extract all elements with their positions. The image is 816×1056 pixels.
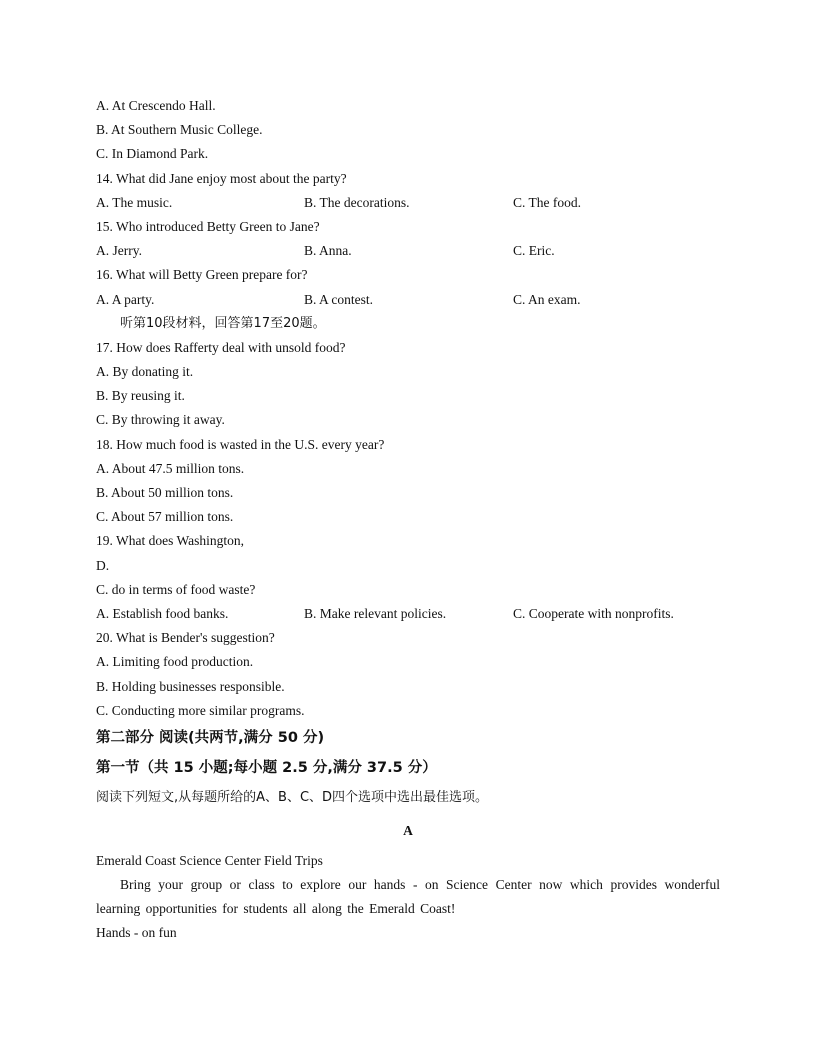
q15-question: 15. Who introduced Betty Green to Jane? — [96, 218, 320, 234]
q20-option-c: C. Conducting more similar programs. — [96, 702, 305, 718]
q18-option-a: A. About 47.5 million tons. — [96, 460, 245, 476]
q16-option-c: C. An exam. — [513, 291, 581, 307]
q20-question: 20. What is Bender's suggestion? — [96, 630, 275, 646]
q18-option-b: B. About 50 million tons. — [96, 485, 234, 500]
passage-paragraph: Bring your group or class to explore our hands - on Science Center now which provides wonderful learning opportunities for students all along the Emerald Coast! — [96, 877, 720, 917]
q13-option-a: A. At Crescendo Hall. — [96, 98, 216, 113]
passage-heading: Emerald Coast Science Center Field Trips — [96, 852, 323, 868]
q15-option-b: B. Anna. — [304, 243, 352, 259]
document-page — [96, 94, 720, 946]
q15-options — [96, 239, 720, 263]
q17-option-b: B. By reusing it. — [96, 388, 185, 404]
q14-options — [96, 191, 720, 215]
q14-option-a: A. The music. — [96, 194, 173, 210]
part2-instruction: 阅读下列短文,从每题所给的A、B、C、D四个选项中选出最佳选项。 — [96, 789, 489, 805]
q17-option-c: C. By throwing it away. — [96, 412, 225, 428]
q19-option-b: B. Make relevant policies. — [304, 605, 447, 621]
q18-option-c: C. About 57 million tons. — [96, 509, 234, 525]
q19-d-line: D. — [96, 557, 110, 573]
q17-option-a: A. By donating it. — [96, 364, 194, 380]
passage-subheading: Hands - on fun — [96, 925, 177, 941]
passage-label: A — [403, 822, 413, 838]
q16-options — [96, 288, 720, 312]
q19-option-c: C. Cooperate with nonprofits. — [513, 605, 674, 621]
section10-note: 听第10段材料，回答第17至20题。 — [120, 315, 326, 331]
q13-option-c: C. In Diamond Park. — [96, 146, 209, 162]
q16-option-b: B. A contest. — [304, 291, 374, 307]
part2-section1-title: 第一节（共 15 小题;每小题 2.5 分,满分 37.5 分） — [96, 759, 437, 776]
q15-option-a: A. Jerry. — [96, 243, 142, 259]
q19-c-line: C. do in terms of food waste? — [96, 581, 256, 597]
q20-option-a: A. Limiting food production. — [96, 654, 254, 670]
q14-option-c: C. The food. — [513, 194, 581, 210]
q19-question: 19. What does Washington, — [96, 533, 245, 549]
q13-option-b: B. At Southern Music College. — [96, 122, 263, 138]
q20-option-b: B. Holding businesses responsible. — [96, 678, 285, 694]
q19-option-a: A. Establish food banks. — [96, 605, 229, 621]
q19-options — [96, 602, 720, 626]
q14-question: 14. What did Jane enjoy most about the party? — [96, 170, 347, 186]
q16-question: 16. What will Betty Green prepare for? — [96, 267, 308, 283]
q16-option-a: A. A party. — [96, 291, 155, 307]
part2-title: 第二部分 阅读(共两节,满分 50 分) — [96, 729, 325, 746]
q15-option-c: C. Eric. — [513, 243, 555, 259]
q17-question: 17. How does Rafferty deal with unsold food? — [96, 339, 346, 355]
q18-question: 18. How much food is wasted in the U.S. every year? — [96, 436, 385, 452]
q14-option-b: B. The decorations. — [304, 194, 410, 210]
